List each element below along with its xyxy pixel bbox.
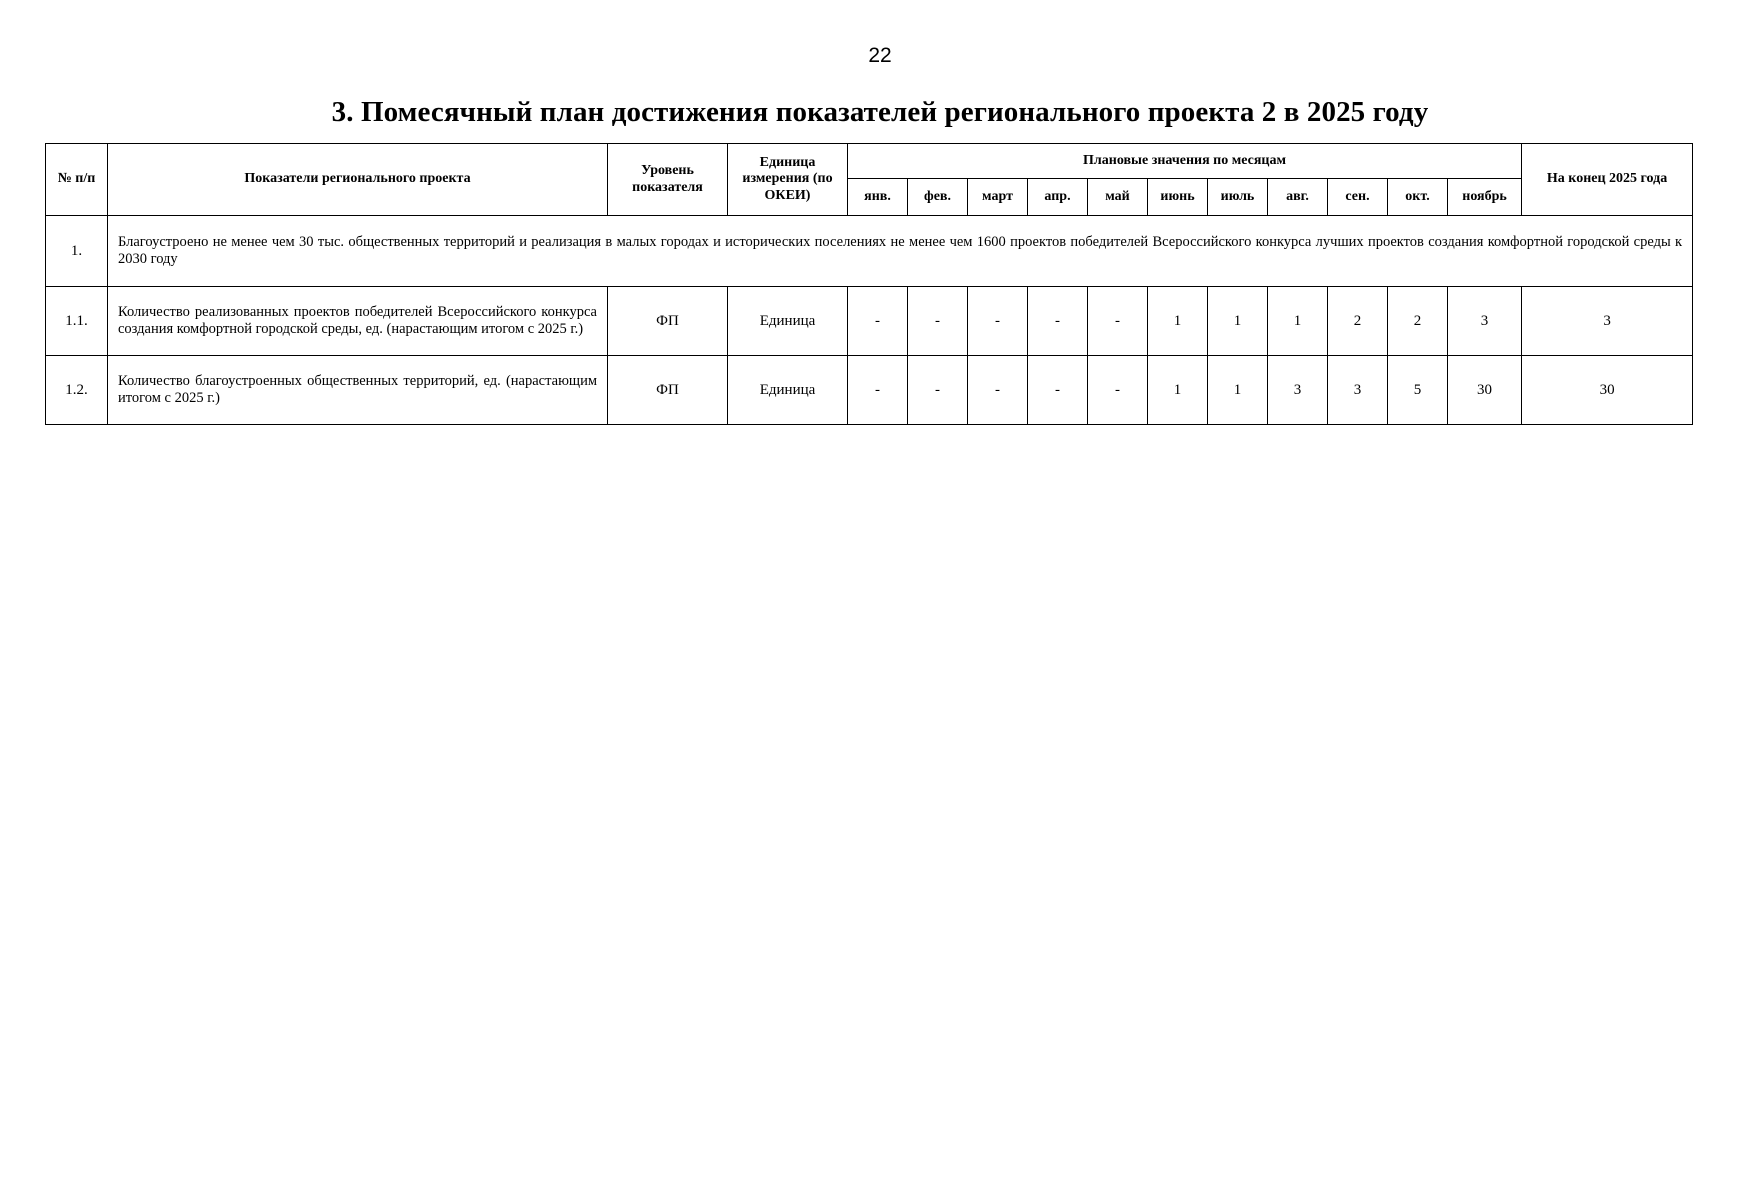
row-unit: Единица (728, 356, 848, 425)
table-row (46, 287, 1693, 356)
table-row (46, 356, 1693, 425)
row-month-value: - (848, 356, 908, 425)
indicators-table (45, 143, 1693, 425)
goal-num: 1. (46, 216, 108, 287)
header-month: май (1088, 179, 1148, 216)
row-month-value: 3 (1328, 356, 1388, 425)
row-level: ФП (608, 287, 728, 356)
header-month: март (968, 179, 1028, 216)
row-indicator: Количество благоустроенных общественных территорий, ед. (нарастающим итогом с 2025 г.) (108, 356, 608, 425)
row-level: ФП (608, 356, 728, 425)
header-month: июль (1208, 179, 1268, 216)
header-end-of-year: На конец 2025 года (1522, 144, 1693, 216)
page-title: 3. Помесячный план достижения показателей регионального проекта 2 в 2025 году (331, 96, 1429, 128)
header-month: сен. (1328, 179, 1388, 216)
header-level: Уровень показателя (608, 144, 728, 216)
row-month-value: - (968, 356, 1028, 425)
row-month-value: - (908, 356, 968, 425)
page-number: 22 (868, 44, 892, 67)
row-num: 1.1. (46, 287, 108, 356)
row-month-value: 1 (1148, 287, 1208, 356)
header-month: апр. (1028, 179, 1088, 216)
header-month: фев. (908, 179, 968, 216)
header-month: авг. (1268, 179, 1328, 216)
header-month: июнь (1148, 179, 1208, 216)
row-month-value: 2 (1388, 287, 1448, 356)
row-month-value: 1 (1148, 356, 1208, 425)
header-month: ноябрь (1448, 179, 1522, 216)
row-month-value: 1 (1208, 287, 1268, 356)
row-num: 1.2. (46, 356, 108, 425)
goal-row (46, 216, 1693, 287)
row-month-value: - (1088, 287, 1148, 356)
row-month-value: - (1028, 287, 1088, 356)
row-month-value: 30 (1448, 356, 1522, 425)
header-row (46, 144, 1693, 179)
row-end-value: 30 (1522, 356, 1693, 425)
row-month-value: - (1028, 356, 1088, 425)
row-month-value: - (848, 287, 908, 356)
goal-text: Благоустроено не менее чем 30 тыс. общественных территорий и реализация в малых городах и исторических поселениях не менее чем 1600 проектов победителей Всероссийского конкурса лучших проектов создания комфортной городской среды к 2030 году (108, 216, 1693, 287)
row-unit: Единица (728, 287, 848, 356)
row-end-value: 3 (1522, 287, 1693, 356)
row-month-value: 1 (1208, 356, 1268, 425)
row-indicator: Количество реализованных проектов победителей Всероссийского конкурса создания комфортной городской среды, ед. (нарастающим итогом с 2025 г.) (108, 287, 608, 356)
row-month-value: 1 (1268, 287, 1328, 356)
header-num: № п/п (46, 144, 108, 216)
header-indicator: Показатели регионального проекта (108, 144, 608, 216)
header-months-group: Плановые значения по месяцам (848, 144, 1522, 179)
header-unit: Единица измерения (по ОКЕИ) (728, 144, 848, 216)
row-month-value: 5 (1388, 356, 1448, 425)
header-month: янв. (848, 179, 908, 216)
row-month-value: 3 (1268, 356, 1328, 425)
row-month-value: - (968, 287, 1028, 356)
header-month: окт. (1388, 179, 1448, 216)
row-month-value: - (908, 287, 968, 356)
row-month-value: - (1088, 356, 1148, 425)
row-month-value: 3 (1448, 287, 1522, 356)
row-month-value: 2 (1328, 287, 1388, 356)
